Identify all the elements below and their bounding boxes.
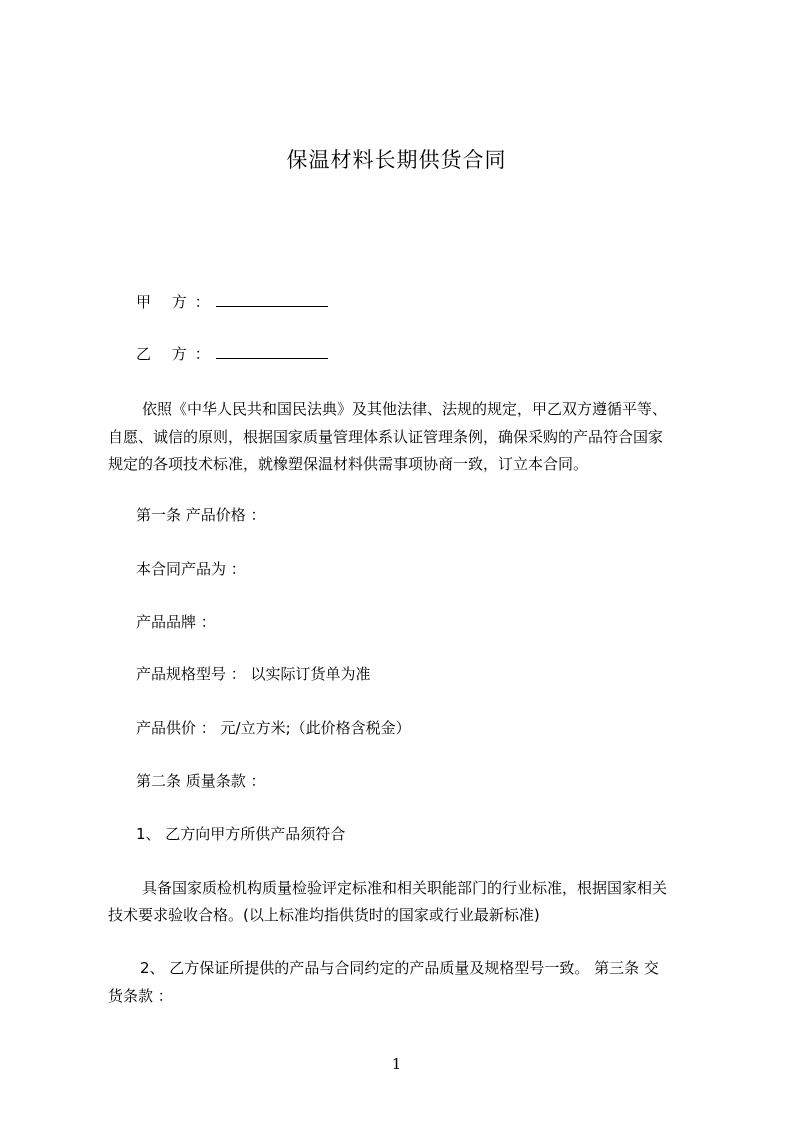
party-a-line <box>136 291 328 313</box>
article2-item1: 1、 乙方向甲方所供产品须符合 <box>136 825 346 843</box>
party-a-label: 甲 方 <box>136 293 195 311</box>
article2-heading: 第二条 质量条款 ： <box>136 772 266 790</box>
page-number: 1 <box>391 1055 402 1073</box>
article2-item1-text-1: 具备国家质检机构质量检验评定标准和相关职能部门的行业标准，根据国家相关 <box>142 879 668 897</box>
intro-line-1: 依照《中华人民共和国民法典》及其他法律、法规的规定，甲乙双方遵循平等、 <box>142 400 668 418</box>
article2-item1-text-2: 技术要求验收合格。(以上标准均指供货时的国家或行业最新标准) <box>108 906 540 924</box>
intro-line-2: 自愿、诚信的原则，根据国家质量管理体系认证管理条例，确保采购的产品符合国家 <box>108 428 664 446</box>
party-b-blank <box>216 344 328 359</box>
article1-spec: 产品规格型号 ： 以实际订货单为准 <box>136 665 371 683</box>
article1-heading: 第一条 产品价格 ： <box>136 506 266 524</box>
article1-brand: 产品品牌 ： <box>136 613 216 631</box>
party-b-colon: ： <box>194 345 210 363</box>
intro-line-3: 规定的各项技术标准，就橡塑保温材料供需事项协商一致，订立本合同。 <box>108 455 589 473</box>
document-title: 保温材料长期供货合同 <box>286 148 507 172</box>
article1-product: 本合同产品为 ： <box>136 560 246 578</box>
party-b-line <box>136 343 328 365</box>
article1-price: 产品供价 ： 元/立方米;（此价格含税金） <box>136 719 411 737</box>
party-a-blank <box>216 292 328 307</box>
party-a-colon: ： <box>194 293 210 311</box>
party-b-label: 乙 方 <box>136 345 195 363</box>
article2-item2-line-1: 2、 乙方保证所提供的产品与合同约定的产品质量及规格型号一致。 第三条 交 <box>140 959 659 977</box>
article2-item2-line-2: 货条款 ： <box>108 987 173 1005</box>
